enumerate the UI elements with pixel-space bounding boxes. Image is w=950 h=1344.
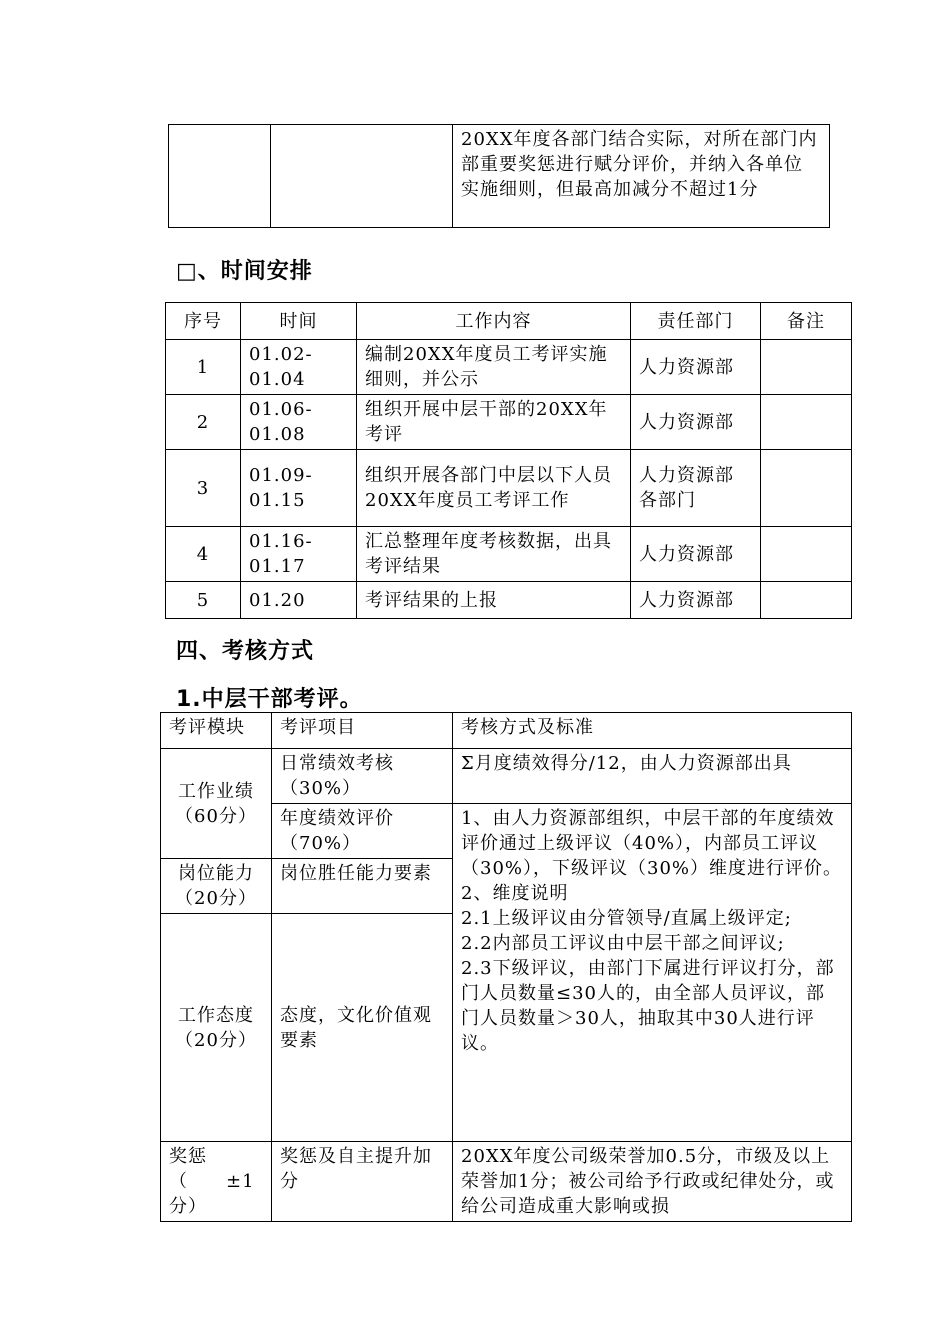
schedule-note — [761, 395, 852, 450]
schedule-content: 组织开展各部门中层以下人员20XX年度员工考评工作 — [357, 450, 631, 527]
top-table — [168, 124, 830, 228]
item-daily-performance: 日常绩效考核（30%） — [272, 749, 453, 804]
method-daily-performance: Σ月度绩效得分/12，由人力资源部出具 — [453, 749, 852, 804]
schedule-no: 4 — [166, 527, 241, 582]
schedule-content: 编制20XX年度员工考评实施细则，并公示 — [357, 340, 631, 395]
item-attitude-values: 态度，文化价值观要素 — [272, 914, 453, 1142]
evaluation-table — [160, 712, 852, 1222]
section-heading-schedule: □、时间安排 — [176, 259, 313, 284]
subsection-heading-middle-managers: 1.中层干部考评。 — [176, 687, 363, 712]
schedule-note — [761, 582, 852, 619]
item-annual-evaluation: 年度绩效评价（70%） — [272, 804, 453, 859]
schedule-header-note: 备注 — [761, 303, 852, 340]
evaluation-header-row — [161, 713, 852, 749]
schedule-header-dept: 责任部门 — [631, 303, 761, 340]
schedule-content: 考评结果的上报 — [357, 582, 631, 619]
table-row — [166, 582, 852, 619]
table-row — [166, 527, 852, 582]
schedule-dept: 人力资源部 — [631, 582, 761, 619]
table-row — [161, 749, 852, 804]
schedule-table — [165, 302, 852, 619]
schedule-note — [761, 527, 852, 582]
top-table-cell-empty-1 — [169, 125, 271, 228]
schedule-dept: 人力资源部 各部门 — [631, 450, 761, 527]
table-row — [161, 1142, 852, 1222]
schedule-header-time: 时间 — [241, 303, 357, 340]
schedule-header-no: 序号 — [166, 303, 241, 340]
schedule-time: 01.06- 01.08 — [241, 395, 357, 450]
table-row — [166, 395, 852, 450]
schedule-header-content: 工作内容 — [357, 303, 631, 340]
schedule-time: 01.09- 01.15 — [241, 450, 357, 527]
module-work-performance: 工作业绩 （60分） — [161, 749, 272, 859]
evaluation-header-item: 考评项目 — [272, 713, 453, 749]
schedule-no: 3 — [166, 450, 241, 527]
module-reward-penalty: 奖惩 （ ±1 分） — [161, 1142, 272, 1222]
schedule-dept: 人力资源部 — [631, 340, 761, 395]
evaluation-header-method: 考核方式及标准 — [453, 713, 852, 749]
method-annual-evaluation: 1、由人力资源部组织，中层干部的年度绩效评价通过上级评议（40%），内部员工评议（30%），下级评议（30%）维度进行评价。 2、维度说明 2.1上级评议由分管领导/直属上级评定; 2.2内部员工评议由中层干部之间评议; 2.3下级评议，由部门下属进行评议打分，部门人员数量≤30人的，由全部人员评议，部门人员数量＞30人，抽取其中30人进行评议。 — [453, 804, 852, 1142]
schedule-time: 01.20 — [241, 582, 357, 619]
module-work-attitude: 工作态度 （20分） — [161, 914, 272, 1142]
schedule-dept: 人力资源部 — [631, 527, 761, 582]
table-row — [166, 340, 852, 395]
method-reward-penalty: 20XX年度公司级荣誉加0.5分，市级及以上荣誉加1分；被公司给予行政或纪律处分，或给公司造成重大影响或损 — [453, 1142, 852, 1222]
evaluation-header-module: 考评模块 — [161, 713, 272, 749]
top-table-cell-text: 20XX年度各部门结合实际，对所在部门内部重要奖惩进行赋分评价，并纳入各单位实施细则，但最高加减分不超过1分 — [453, 125, 830, 228]
top-table-cell-empty-2 — [271, 125, 453, 228]
section-heading-methods: 四、考核方式 — [176, 639, 315, 664]
table-row — [166, 450, 852, 527]
schedule-header-row — [166, 303, 852, 340]
schedule-no: 2 — [166, 395, 241, 450]
schedule-content: 汇总整理年度考核数据，出具考评结果 — [357, 527, 631, 582]
schedule-content: 组织开展中层干部的20XX年考评 — [357, 395, 631, 450]
schedule-no: 1 — [166, 340, 241, 395]
item-reward-bonus: 奖惩及自主提升加分 — [272, 1142, 453, 1222]
schedule-note — [761, 340, 852, 395]
module-job-ability: 岗位能力 （20分） — [161, 859, 272, 914]
schedule-time: 01.02- 01.04 — [241, 340, 357, 395]
schedule-dept: 人力资源部 — [631, 395, 761, 450]
schedule-no: 5 — [166, 582, 241, 619]
item-job-competency: 岗位胜任能力要素 — [272, 859, 453, 914]
schedule-note — [761, 450, 852, 527]
schedule-time: 01.16- 01.17 — [241, 527, 357, 582]
